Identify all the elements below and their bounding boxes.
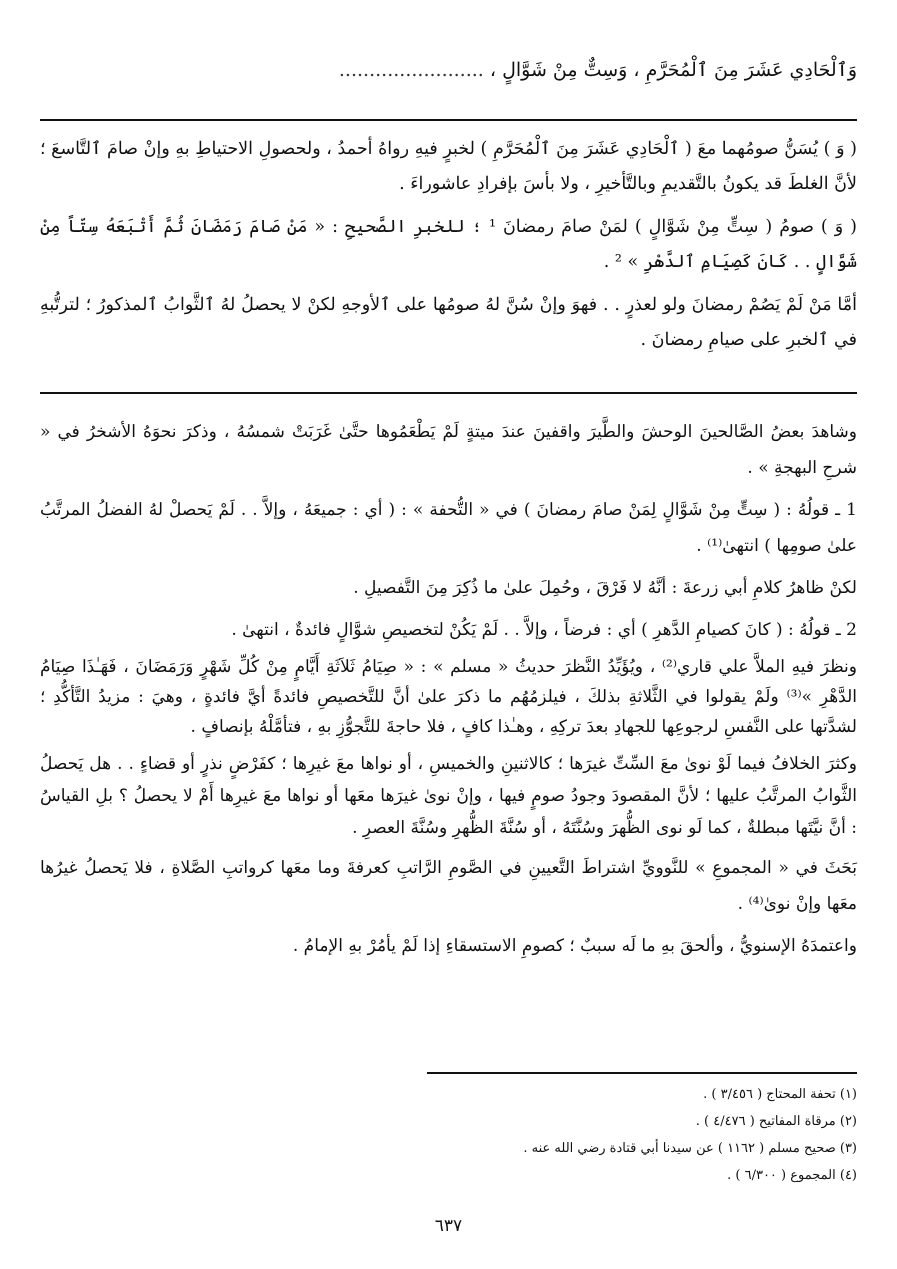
matn-text: وَٱلْحَادِي عَشَرَ مِنَ ٱلْمُحَرَّمِ ، وَسِتٌّ مِنْ شَوَّالٍ ،	[489, 59, 857, 81]
hashiya-paragraph: وكثرَ الخلافُ فيما لَوْ نوىٰ معَ السِّتِّ غيرَها ؛ كالاثنينِ والخميسِ ، أو نواها معَ غيرِها ؛ كفَرْضٍ نذرٍ أو قضاءٍ . . هل يَحصلُ الثَّوابُ المرتَّبُ عليها ؛ لأنَّ المقصودَ وجودُ صومٍ فيها ، وإنْ نوىٰ غيرَها معَها أو نواها معَ غيرِها أَمْ لا يحصلُ ؟ بلِ القياسُ : أنَّ نيَّتَها مبطلةٌ ، كما لَو نوى الظُّهرَ وسُنَّتَهُ ، أو سُنَّةَ الظُّهرِ وسُنَّةَ العصرِ .	[40, 754, 857, 838]
footnotes	[40, 1084, 857, 1186]
footnote: (٤) المجموع ( ٦/٣٠٠ ) .	[727, 1168, 857, 1183]
sharh-paragraph: ( وَ ) صومُ ( سِتٍّ مِنْ شَوَّالٍ ) لمَنْ صامَ رمضانَ ¹ ؛ للخبرِ الصَّحيحِ : « مَنْ صَامَ رَمَضَانَ ثُمَّ أَتْبَعَهُ سِتّاً مِنْ شَوَّالٍ . . كَانَ كَصِيَامِ ٱلدَّهْرِ » ² .	[40, 217, 857, 272]
divider-middle	[40, 392, 857, 394]
sharh-section	[40, 132, 857, 358]
matn-dots: ........................	[338, 59, 484, 81]
hashiya-paragraph: ونظرَ فيهِ الملاَّ علي قاري⁽²⁾ ، ويُؤَيِّدُ النَّظرَ حديثُ « مسلم » : « صِيَامُ ثَلاَثَةِ أَيَّامٍ مِنْ كُلِّ شَهْرٍ وَرَمَضَانَ ، فَهَـٰذَا صِيَامُ الدَّهْرِ »⁽³⁾ ولَمْ يقولوا في الثَّلاثةِ بذلكَ ، فيلزمُهُم ما ذكرَ علىٰ أنَّ للتَّخصيصِ فائدةً أيَّ فائدةٍ ، وهيَ : مزيدُ التَّأكُّدِ ؛ لشدَّتها على النَّفسِ لرجوعِها للجهادِ بعدَ تركِهِ ، وهـٰذا كافٍ ، فلا حاجةَ للتَّجوُّزِ بهِ ، فتأمَّلْهُ بإنصافٍ .	[40, 657, 858, 737]
hashiya-paragraph: 1 ـ قولُهُ : ( سِتٍّ مِنْ شَوَّالٍ لِمَنْ صامَ رمضانَ ) في « التُّحفة » : ( أي : جميعَهُ ، وإلاَّ . . لَمْ يَحصلْ لهُ الفضلُ المرتَّبُ علىٰ صومِها ) انتهىٰ⁽¹⁾ .	[40, 500, 857, 556]
sharh-paragraph: أمَّا مَنْ لَمْ يَصُمْ رمضانَ ولو لعذرٍ . . فهوَ وإنْ سُنَّ لهُ صومُها على ٱلأوجهِ لكنْ لا يحصلُ لهُ ٱلثَّوابُ ٱلمذكورُ ؛ لترتُّبهِ في ٱلخبرِ على صيامِ رمضانَ .	[40, 295, 857, 350]
hashiya-paragraph: بَحَثَ في « المجموعِ » للنَّوويِّ اشتراطَ التَّعيينِ في الصَّومِ الرَّاتبِ كعرفةَ وما معَها كرواتبِ الصَّلاةِ ، فلا يَحصلُ غيرُها معَها وإنْ نوىٰ⁽⁴⁾ .	[40, 858, 857, 914]
footnote-divider	[427, 1072, 857, 1074]
footnote: (٣) صحيح مسلم ( ١١٦٢ ) عن سيدنا أبي قتادة رضي الله عنه .	[523, 1141, 857, 1156]
page-number: ٦٣٧	[434, 1216, 463, 1236]
hashiya-paragraph: واعتمدَهُ الإسنويُّ ، وألحقَ بهِ ما لَه سببٌ ؛ كصومِ الاستسقاءِ إذا لَمْ يأمُرْ بهِ الإمامُ .	[292, 936, 857, 956]
divider-top	[40, 119, 857, 121]
matn-line	[40, 54, 857, 87]
sharh-paragraph: ( وَ ) يُسَنُّ صومُهما معَ ( ٱلْحَادِي عَشَرَ مِنَ ٱلْمُحَرَّمِ ) لخبرٍ فيهِ رواهُ أحمدُ ، ولحصولِ الاحتياطِ بهِ وإنْ صامَ ٱلتَّاسعَ ؛ لأنَّ الغلطَ قد يكونُ بالتَّقديمِ وبالتَّأخيرِ ، ولا بأسَ بإفرادِ عاشوراءَ .	[40, 139, 857, 194]
hashiya-paragraph: وشاهدَ بعضُ الصَّالحينَ الوحشَ والطَّيرَ واقفينَ عندَ ميتةٍ لَمْ يَطْعَمُوها حتَّىٰ غَرَبَتْ شمسُهُ ، وذكرَ نحوَهُ الأشخرُ في « شرحِ البهجةِ » .	[40, 422, 857, 478]
hashiya-paragraph: لكنْ ظاهرُ كلامِ أبي زرعةَ : أنَّهُ لا فَرْقَ ، وحُمِلَ علىٰ ما ذُكِرَ مِنَ التَّفصيلِ .	[353, 578, 857, 598]
hashiya-section	[40, 414, 857, 964]
footnote: (٢) مرقاة المفاتيح ( ٤/٤٧٦ ) .	[695, 1114, 857, 1129]
footnote: (١) تحفة المحتاج ( ٣/٤٥٦ ) .	[703, 1087, 857, 1102]
hashiya-paragraph: 2 ـ قولُهُ : ( كانَ كصيامِ الدَّهرِ ) أي : فرضاً ، وإلاَّ . . لَمْ يَكُنْ لتخصيصِ شوَّالٍ فائدةٌ ، انتهىٰ .	[231, 620, 857, 640]
